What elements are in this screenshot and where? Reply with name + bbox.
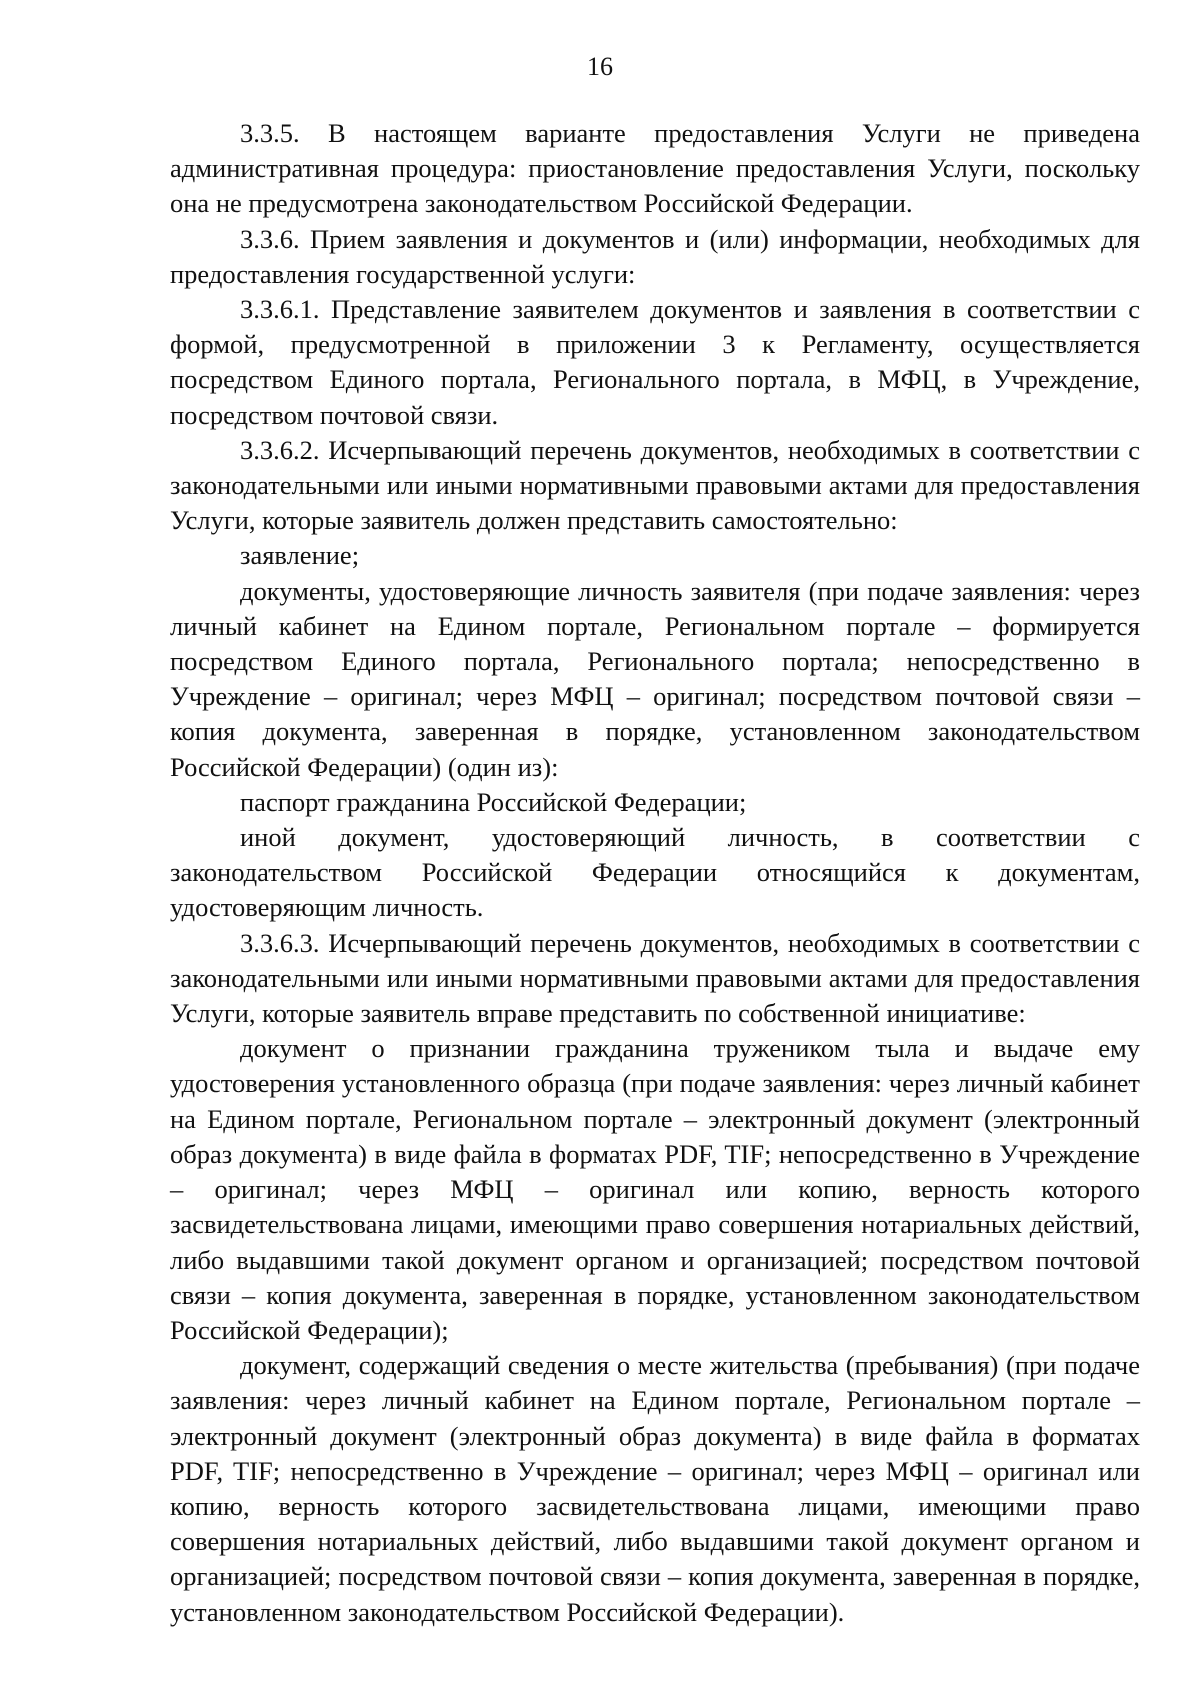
paragraph-3-3-6-3: 3.3.6.3. Исчерпывающий перечень документов, необходимых в соответствии с законодательными или иными нормативными правовыми актами для предоставления Услуги, которые заявитель вправе представить по собственной инициативе: — [170, 927, 1140, 1029]
paragraph-3-3-6-2: 3.3.6.2. Исчерпывающий перечень документов, необходимых в соответствии с законодательными или иными нормативными правовыми актами для предоставления Услуги, которые заявитель должен представить самостоятельно: — [170, 434, 1140, 536]
list-item-home-front-worker-certificate: документ о признании гражданина тружеником тыла и выдаче ему удостоверения установленного образца (при подаче заявления: через личный кабинет на Едином портале, Региональном портале – электронный документ (электронный образ документа) в виде файла в форматах PDF, TIF; непосредственно в Учреждение – оригинал; через МФЦ – оригинал или копию, верность которого засвидетельствована лицами, имеющими право совершения нотариальных действий, либо выдавшими такой документ органом и организацией; посредством почтовой связи – копия документа, заверенная в порядке, установленном законодательством Российской Федерации); — [170, 1033, 1140, 1345]
paragraph-3-3-6-1: 3.3.6.1. Представление заявителем документов и заявления в соответствии с формой, предусмотренной в приложении 3 к Регламенту, осуществляется посредством Единого портала, Регионального портала, в МФЦ, в Учреждение, посредством почтовой связи. — [170, 294, 1140, 430]
list-item-residence-document: документ, содержащий сведения о месте жительства (пребывания) (при подаче заявления: через личный кабинет на Едином портале, Региональном портале – электронный документ (электронный образ документа) в виде файла в форматах PDF, TIF; непосредственно в Учреждение – оригинал; через МФЦ – оригинал или копию, верность которого засвидетельствована лицами, имеющими право совершения нотариальных действий, либо выдавшими такой документ органом и организацией; посредством почтовой связи – копия документа, заверенная в порядке, установленном законодательством Российской Федерации). — [170, 1350, 1140, 1627]
list-item-application: заявление; — [240, 540, 360, 571]
list-item-identity-documents: документы, удостоверяющие личность заявителя (при подаче заявления: через личный кабинет на Едином портале, Региональном портале – формируется посредством Единого портала, Регионального портала; непосредственно в Учреждение – оригинал; через МФЦ – оригинал; посредством почтовой связи – копия документа, заверенная в порядке, установленном законодательством Российской Федерации) (один из): — [170, 575, 1140, 782]
page-number: 16 — [587, 52, 613, 81]
list-item-other-identity-document: иной документ, удостоверяющий личность, в соответствии с законодательством Российской Федерации относящийся к документам, удостоверяющим личность. — [170, 822, 1140, 923]
document-body — [170, 116, 1140, 1630]
paragraph-3-3-5: 3.3.5. В настоящем варианте предоставления Услуги не приведена административная процедура: приостановление предоставления Услуги, поскольку она не предусмотрена законодательством Российской Федерации. — [170, 118, 1140, 219]
list-item-passport: паспорт гражданина Российской Федерации; — [240, 786, 747, 817]
paragraph-3-3-6: 3.3.6. Прием заявления и документов и (или) информации, необходимых для предоставления государственной услуги: — [170, 223, 1140, 289]
